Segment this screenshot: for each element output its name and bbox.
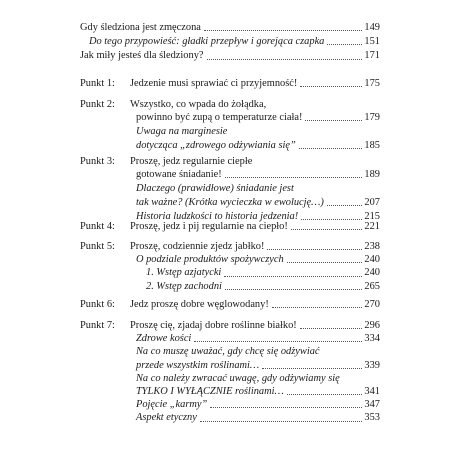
- entry-title-line1: Uwaga na marginesie: [136, 126, 228, 138]
- entry-title: Jak miły jesteś dla śledziony?: [80, 50, 204, 62]
- toc-entry[interactable]: [80, 99, 380, 124]
- entry-title-line1: Proszę, jedz regularnie ciepłe: [130, 156, 253, 167]
- entry-title: dotycząca „zdrowego odżywiania się”: [136, 139, 296, 151]
- entry-title: Pojęcie „karmy”: [136, 399, 208, 411]
- entry-page: 265: [364, 280, 380, 292]
- point-label: Punkt 5:: [80, 241, 115, 252]
- entry-page: 238: [364, 241, 380, 252]
- point-label: Punkt 3:: [80, 156, 115, 167]
- toc-entry[interactable]: [80, 320, 380, 332]
- leader-dots: [204, 30, 363, 31]
- leader-dots: [272, 307, 363, 308]
- entry-title: Gdy śledziona jest zmęczona: [80, 22, 201, 33]
- toc-entry[interactable]: [80, 346, 380, 371]
- toc-point-3: [80, 156, 380, 223]
- entry-page: 171: [364, 50, 380, 62]
- leader-dots: [327, 205, 363, 206]
- toc-entry[interactable]: [80, 36, 380, 48]
- entry-title: Zdrowe kości: [136, 333, 192, 345]
- toc-entry[interactable]: [80, 281, 380, 293]
- entry-title-line1: Na co należy zwracać uwagę, gdy odżywiamy się: [136, 372, 340, 384]
- entry-title: gotowane śniadanie!: [136, 169, 222, 181]
- toc-entry[interactable]: [80, 299, 380, 311]
- toc-entry[interactable]: [80, 22, 380, 34]
- entry-page: 347: [364, 399, 380, 411]
- toc-point-1: [80, 78, 380, 90]
- leader-dots: [287, 262, 363, 263]
- toc-entry[interactable]: [80, 156, 380, 181]
- entry-title: Proszę, codziennie zjedz jabłko!: [130, 241, 265, 252]
- entry-page: 240: [364, 267, 380, 279]
- entry-title: powinno być zupą o temperaturze ciała!: [136, 112, 303, 124]
- entry-page: 175: [364, 78, 380, 89]
- entry-title: Do tego przypowieść: gładki przepływ i gorejąca czapka: [89, 36, 325, 48]
- entry-title: 1. Wstęp azjatycki: [146, 267, 222, 279]
- entry-title-line1: Na co muszę uważać, gdy chcę się odżywiać: [136, 346, 320, 358]
- toc-intro: [80, 22, 380, 63]
- toc-entry[interactable]: [80, 50, 380, 62]
- leader-dots: [301, 219, 362, 220]
- entry-title: przede wszystkim roślinami…: [136, 359, 260, 371]
- toc-entry[interactable]: [80, 399, 380, 411]
- leader-dots: [300, 328, 363, 329]
- entry-page: 179: [364, 112, 380, 124]
- entry-title: Jedzenie musi sprawiać ci przyjemność!: [130, 78, 298, 89]
- leader-dots: [287, 394, 363, 395]
- entry-title: Proszę cię, zjadaj dobre roślinne białko!: [130, 320, 297, 331]
- entry-title: tak ważne? (Krótka wycieczka w ewolucję…): [136, 196, 324, 208]
- entry-title-line1: Wszystko, co wpada do żołądka,: [130, 99, 267, 110]
- leader-dots: [194, 341, 362, 342]
- entry-page: 151: [364, 36, 380, 48]
- toc-entry[interactable]: [80, 221, 380, 233]
- entry-page: 221: [364, 221, 380, 232]
- entry-page: 270: [364, 299, 380, 310]
- leader-dots: [299, 148, 363, 149]
- entry-page: 189: [364, 169, 380, 181]
- toc-entry[interactable]: [80, 333, 380, 345]
- entry-page: 185: [364, 139, 380, 151]
- toc-point-2: [80, 99, 380, 152]
- leader-dots: [262, 368, 362, 369]
- toc-point-6: [80, 299, 380, 311]
- toc-entry[interactable]: [80, 126, 380, 151]
- leader-dots: [305, 120, 362, 121]
- leader-dots: [207, 59, 363, 60]
- leader-dots: [267, 249, 362, 250]
- toc-entry[interactable]: [80, 412, 380, 424]
- toc-point-4: [80, 221, 380, 233]
- entry-page: 339: [364, 359, 380, 371]
- entry-page: 215: [364, 210, 380, 222]
- toc-entry[interactable]: [80, 241, 380, 253]
- entry-title: Historia ludzkości to historia jedzenia!: [136, 210, 299, 222]
- leader-dots: [327, 44, 362, 45]
- entry-title: 2. Wstęp zachodni: [146, 280, 222, 292]
- toc-point-7: [80, 320, 380, 425]
- entry-page: 353: [364, 412, 380, 424]
- toc-entry[interactable]: [80, 373, 380, 398]
- leader-dots: [200, 421, 363, 422]
- entry-page: 149: [364, 22, 380, 33]
- entry-page: 296: [364, 320, 380, 331]
- toc-entry[interactable]: [80, 78, 380, 90]
- point-label: Punkt 4:: [80, 221, 115, 232]
- point-label: Punkt 7:: [80, 320, 115, 331]
- leader-dots: [300, 86, 362, 87]
- entry-title: TYLKO I WYŁĄCZNIE roślinami…: [136, 386, 284, 398]
- toc-entry[interactable]: [80, 267, 380, 279]
- entry-title-line1: Dlaczego (prawidłowe) śniadanie jest: [136, 183, 294, 195]
- toc-entry[interactable]: [80, 183, 380, 208]
- point-label: Punkt 2:: [80, 99, 115, 110]
- leader-dots: [225, 289, 363, 290]
- toc-point-5: [80, 241, 380, 293]
- entry-page: 207: [364, 196, 380, 208]
- entry-page: 334: [364, 333, 380, 345]
- entry-title: O podziale produktów spożywczych: [136, 254, 284, 266]
- toc-entry[interactable]: [80, 254, 380, 266]
- leader-dots: [210, 407, 362, 408]
- entry-title: Aspekt etyczny: [136, 412, 197, 424]
- entry-title: Jedz proszę dobre węglowodany!: [130, 299, 269, 310]
- leader-dots: [224, 276, 362, 277]
- entry-page: 240: [364, 254, 380, 266]
- point-label: Punkt 1:: [80, 78, 115, 89]
- entry-title: Proszę, jedz i pij regularnie na ciepło!: [130, 221, 288, 232]
- leader-dots: [291, 229, 363, 230]
- entry-page: 341: [364, 386, 380, 398]
- point-label: Punkt 6:: [80, 299, 115, 310]
- leader-dots: [225, 177, 363, 178]
